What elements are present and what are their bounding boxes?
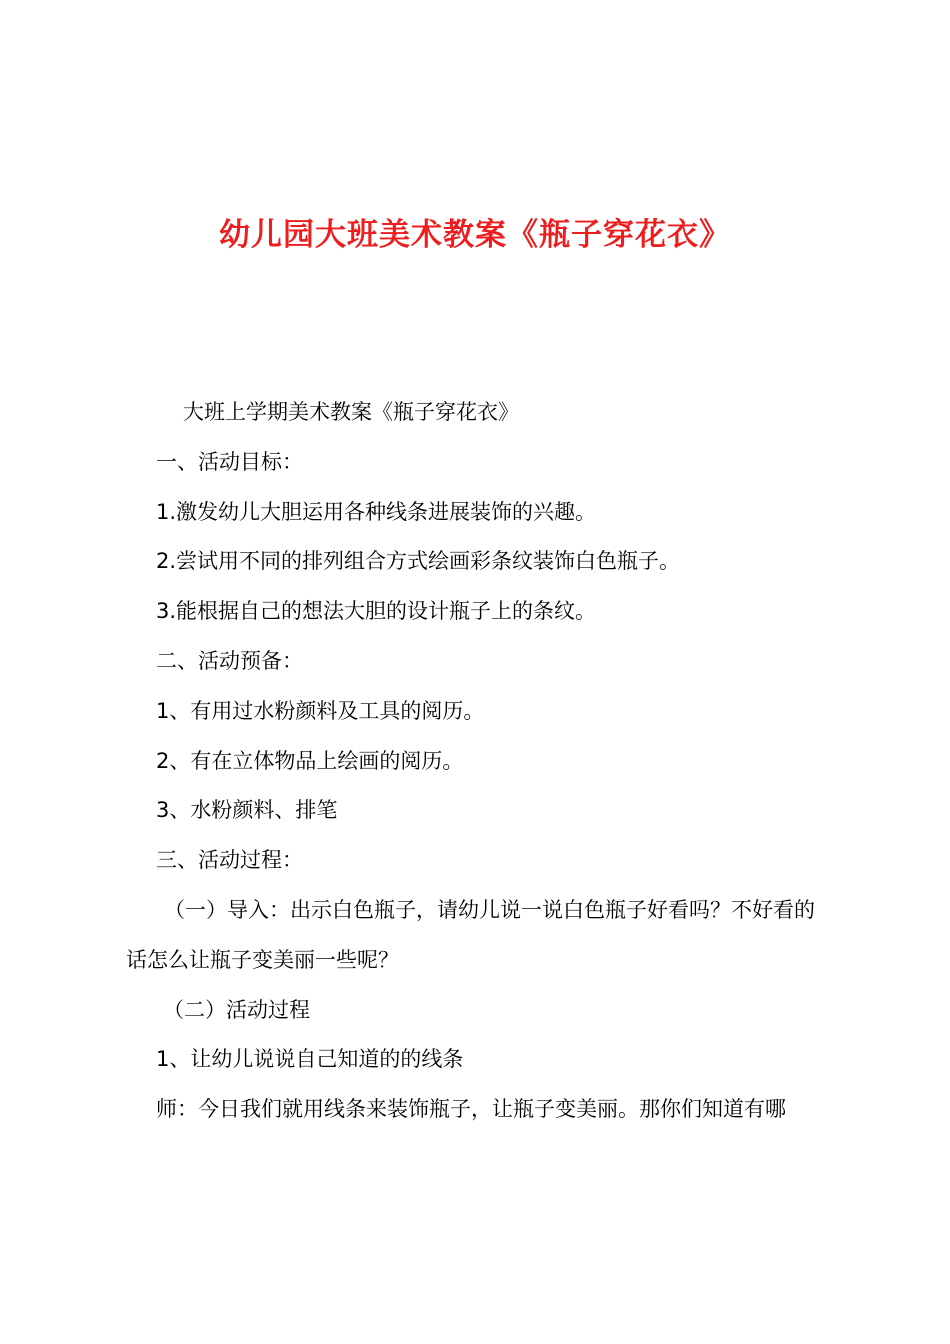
preparation-item: 3、水粉颜料、排笔 bbox=[156, 798, 338, 823]
preparation-item: 1、有用过水粉颜料及工具的阅历。 bbox=[156, 698, 485, 723]
subtitle-paragraph: 大班上学期美术教案《瓶子穿花衣》 bbox=[183, 400, 519, 424]
document-body bbox=[126, 388, 831, 1135]
process-intro-paragraph: （一）导入：出示白色瓶子，请幼儿说一说白色瓶子好看吗？不好看的话怎么让瓶子变美丽一些呢？ bbox=[126, 897, 815, 972]
section-heading-process: 三、活动过程： bbox=[156, 848, 303, 873]
document-title: 幼儿园大班美术教案《瓶子穿花衣》 bbox=[219, 217, 731, 253]
goal-item: 1.激发幼儿大胆运用各种线条进展装饰的兴趣。 bbox=[156, 499, 597, 524]
section-heading-goals: 一、活动目标： bbox=[156, 449, 303, 474]
process-subheading: （二）活动过程 bbox=[163, 997, 310, 1022]
teacher-dialogue-paragraph: 师：今日我们就用线条来装饰瓶子，让瓶子变美丽。那你们知道有哪 bbox=[156, 1097, 786, 1122]
process-item: 1、让幼儿说说自己知道的的线条 bbox=[156, 1047, 464, 1072]
section-heading-preparation: 二、活动预备： bbox=[156, 648, 303, 673]
preparation-item: 2、有在立体物品上绘画的阅历。 bbox=[156, 748, 464, 773]
goal-item: 3.能根据自己的想法大胆的设计瓶子上的条纹。 bbox=[156, 599, 597, 624]
goal-item: 2.尝试用不同的排列组合方式绘画彩条纹装饰白色瓶子。 bbox=[156, 549, 681, 574]
